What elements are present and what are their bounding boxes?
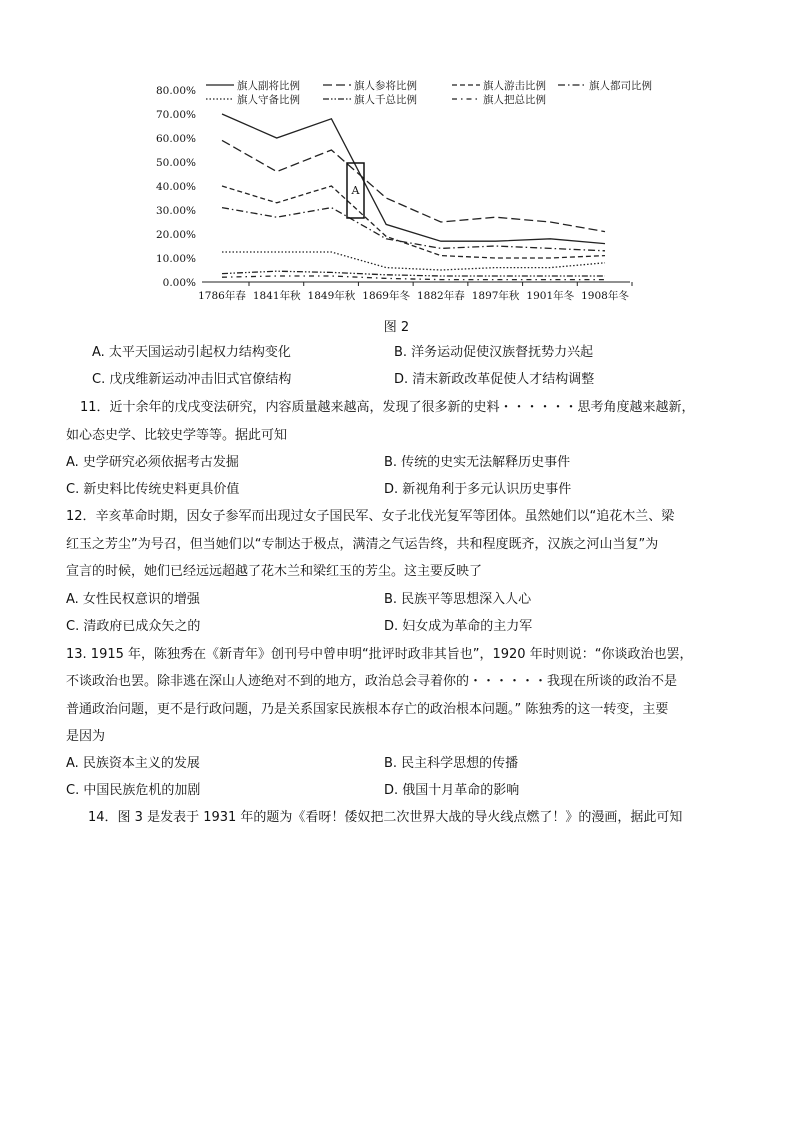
- line-chart: [140, 76, 660, 308]
- q10-option-c[interactable]: C. 戊戌维新运动冲击旧式官僚结构: [92, 372, 292, 387]
- q12-stem-line-3: 宣言的时候，她们已经远远超越了花木兰和梁红玉的芳尘。这主要反映了: [66, 564, 483, 579]
- series-line: [222, 252, 605, 270]
- figure-caption: 图 2: [383, 320, 410, 335]
- x-axis-ticks: [198, 282, 632, 302]
- legend-label: 旗人把总比例: [483, 94, 546, 106]
- x-tick-label: 1901年冬: [526, 290, 575, 302]
- y-tick-label: 50.00%: [155, 157, 196, 169]
- series-line: [222, 140, 605, 231]
- x-tick-label: 1882年春: [416, 290, 465, 302]
- q13-option-b[interactable]: B. 民主科学思想的传播: [384, 756, 519, 771]
- q13-option-a[interactable]: A. 民族资本主义的发展: [66, 756, 200, 771]
- x-tick-label: 1841年秋: [252, 290, 301, 302]
- series-line: [222, 186, 605, 258]
- q10-option-a[interactable]: A. 太平天国运动引起权力结构变化: [92, 345, 291, 360]
- y-axis-ticks: [156, 85, 196, 289]
- y-tick-label: 0.00%: [162, 277, 196, 289]
- legend-label: 旗人守备比例: [237, 94, 300, 106]
- q13-stem-line-3: 普通政治问题，更不是行政问题，乃是关系国家民族根本存亡的政治根本问题。” 陈独秀的这一转变，主要: [66, 702, 669, 717]
- legend-label: 旗人副将比例: [237, 80, 300, 92]
- series-line: [222, 208, 605, 251]
- y-tick-label: 30.00%: [155, 205, 196, 217]
- q11-option-b[interactable]: B. 传统的史实无法解释历史事件: [384, 455, 571, 470]
- annotation-box: [347, 163, 364, 218]
- legend-label: 旗人参将比例: [354, 80, 417, 92]
- q14-stem-line-1: 14．图 3 是发表于 1931 年的题为《看呀！倭奴把二次世界大战的导火线点燃了！》的漫画，据此可知: [88, 810, 683, 825]
- q12-stem-line-1: 12．辛亥革命时期，因女子参军而出现过女子国民军、女子北伐光复军等团体。虽然她们以“追花木兰、梁: [66, 509, 675, 524]
- legend: [206, 79, 652, 106]
- q11-stem-line-1: 11．近十余年的戊戌变法研究，内容质量越来越高，发现了很多新的史料・・・・・・思考角度越来越新，: [80, 400, 695, 415]
- legend-label: 旗人都司比例: [589, 80, 652, 92]
- q12-option-b[interactable]: B. 民族平等思想深入人心: [384, 592, 532, 607]
- x-tick-label: 1849年秋: [307, 290, 356, 302]
- q13-stem-line-4: 是因为: [66, 729, 106, 744]
- q12-stem-line-2: 红玉之芳尘”为号召，但当她们以“专制达于极点，满清之气运告终，共和程度既齐，汉族之河山当复”为: [66, 537, 659, 552]
- y-tick-label: 80.00%: [155, 85, 196, 97]
- q10-option-b[interactable]: B. 洋务运动促使汉族督抚势力兴起: [394, 345, 594, 360]
- legend-label: 旗人游击比例: [483, 80, 546, 92]
- q11-option-a[interactable]: A. 史学研究必须依据考古发掘: [66, 455, 239, 470]
- q11-option-c[interactable]: C. 新史料比传统史料更具价值: [66, 482, 240, 497]
- y-tick-label: 70.00%: [155, 109, 196, 121]
- x-tick-label: 1908年冬: [581, 290, 629, 302]
- q13-option-c[interactable]: C. 中国民族危机的加剧: [66, 783, 201, 798]
- series-line: [222, 276, 605, 280]
- q13-stem-line-2: 不谈政治也罢。除非逃在深山人迹绝对不到的地方，政治总会寻着你的・・・・・・我现在所谈的政治不是: [66, 674, 678, 689]
- y-tick-label: 60.00%: [155, 133, 196, 145]
- q11-stem-line-2: 如心态史学、比较史学等等。据此可知: [66, 428, 288, 443]
- q12-option-d[interactable]: D. 妇女成为革命的主力军: [384, 619, 533, 634]
- y-tick-label: 10.00%: [155, 253, 196, 265]
- x-tick-label: 1786年春: [198, 290, 246, 302]
- annotation-label: A: [351, 184, 360, 197]
- q12-option-c[interactable]: C. 清政府已成众矢之的: [66, 619, 201, 634]
- q12-option-a[interactable]: A. 女性民权意识的增强: [66, 592, 200, 607]
- q13-stem-line-1: 13. 1915 年，陈独秀在《新青年》创刊号中曾申明“批评时政非其旨也”，1920 年时则说：“你谈政治也罢，: [66, 647, 693, 662]
- series-line: [222, 114, 605, 244]
- legend-label: 旗人千总比例: [354, 94, 417, 106]
- x-tick-label: 1897年秋: [471, 290, 520, 302]
- q10-option-d[interactable]: D. 清末新政改革促使人才结构调整: [394, 372, 595, 387]
- series-lines: [222, 114, 605, 280]
- y-tick-label: 40.00%: [155, 181, 196, 193]
- q11-option-d[interactable]: D. 新视角利于多元认识历史事件: [384, 482, 572, 497]
- y-tick-label: 20.00%: [155, 229, 196, 241]
- x-tick-label: 1869年冬: [362, 290, 411, 302]
- q13-option-d[interactable]: D. 俄国十月革命的影响: [384, 783, 520, 798]
- series-line: [222, 271, 605, 276]
